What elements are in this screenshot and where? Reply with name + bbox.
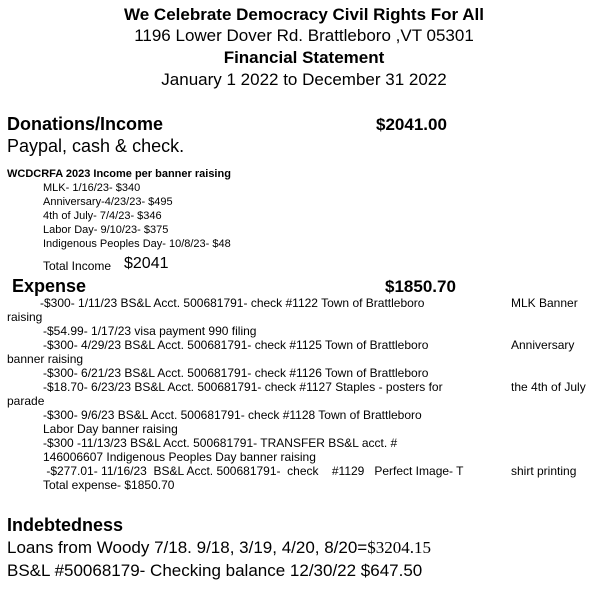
expense-line-mlk-wrap: raising — [7, 310, 43, 324]
income-item-july: 4th of July- 7/4/23- $346 — [43, 210, 162, 222]
expense-line-labor-day-wrap: Labor Day banner raising — [43, 422, 178, 436]
expense-total: $1850.70 — [385, 277, 456, 296]
income-total-label: Total Income — [43, 259, 112, 273]
loans-label: Loans from Woody 7/18. 9/18, 3/19, 4/20, 8/20= — [7, 538, 368, 557]
expense-line-mlk: -$300- 1/11/23 BS&L Acct. 500681791- check #1122 Town of Brattleboro — [40, 296, 425, 310]
income-total: $2041.00 — [376, 115, 447, 134]
expense-line-1126: -$300- 6/21/23 BS&L Acct. 500681791- check #1126 Town of Brattleboro — [43, 366, 429, 380]
org-address: 1196 Lower Dover Rd. Brattleboro ,VT 05301 — [134, 26, 474, 45]
income-item-indigenous: Indigenous Peoples Day- 10/8/23- $48 — [43, 238, 231, 250]
checking-balance: BS&L #50068179- Checking balance 12/30/22 $647.50 — [7, 561, 423, 580]
expense-line-staples: -$18.70- 6/23/23 BS&L Acct. 500681791- check #1127 Staples - posters for — [43, 380, 443, 394]
expense-line-staples-wrap: parade — [7, 394, 45, 408]
expense-line-staples-tail: the 4th of July — [511, 380, 586, 394]
expense-line-anniversary-tail: Anniversary — [511, 338, 575, 352]
expense-line-transfer-wrap: 146006607 Indigenous Peoples Day banner raising — [43, 450, 316, 464]
expense-heading: Expense — [12, 276, 87, 296]
expense-total-line: Total expense- $1850.70 — [43, 478, 175, 492]
income-item-mlk: MLK- 1/16/23- $340 — [43, 182, 141, 194]
income-heading: Donations/Income — [7, 114, 164, 134]
income-total-value: $2041 — [124, 255, 169, 272]
statement-period: January 1 2022 to December 31 2022 — [161, 70, 447, 89]
expense-line-mlk-tail: MLK Banner — [511, 296, 578, 310]
income-item-anniversary: Anniversary-4/23/23- $495 — [43, 196, 173, 208]
income-sources: Paypal, cash & check. — [7, 136, 185, 156]
expense-line-tshirt-tail: shirt printing — [511, 464, 577, 478]
loans-amount: $3204.15 — [367, 538, 431, 557]
expense-line-anniversary-wrap: banner raising — [7, 352, 84, 366]
indebtedness-heading: Indebtedness — [7, 515, 124, 535]
loans-line — [7, 538, 431, 558]
income-item-labor-day: Labor Day- 9/10/23- $375 — [43, 224, 169, 236]
expense-line-tshirt: -$277.01- 11/16/23 BS&L Acct. 500681791- check #1129 Perfect Image- T — [43, 464, 464, 478]
expense-line-visa: -$54.99- 1/17/23 visa payment 990 filing — [43, 324, 257, 338]
document-title: Financial Statement — [223, 48, 385, 67]
expense-line-labor-day: -$300- 9/6/23 BS&L Acct. 500681791- check #1128 Town of Brattleboro — [43, 408, 422, 422]
expense-line-anniversary: -$300- 4/29/23 BS&L Acct. 500681791- check #1125 Town of Brattleboro — [43, 338, 429, 352]
income-sub-heading: WCDCRFA 2023 Income per banner raising — [7, 168, 231, 180]
expense-line-transfer: -$300 -11/13/23 BS&L Acct. 500681791- TRANSFER BS&L acct. # — [43, 436, 398, 450]
org-name: We Celebrate Democracy Civil Rights For All — [124, 5, 484, 24]
